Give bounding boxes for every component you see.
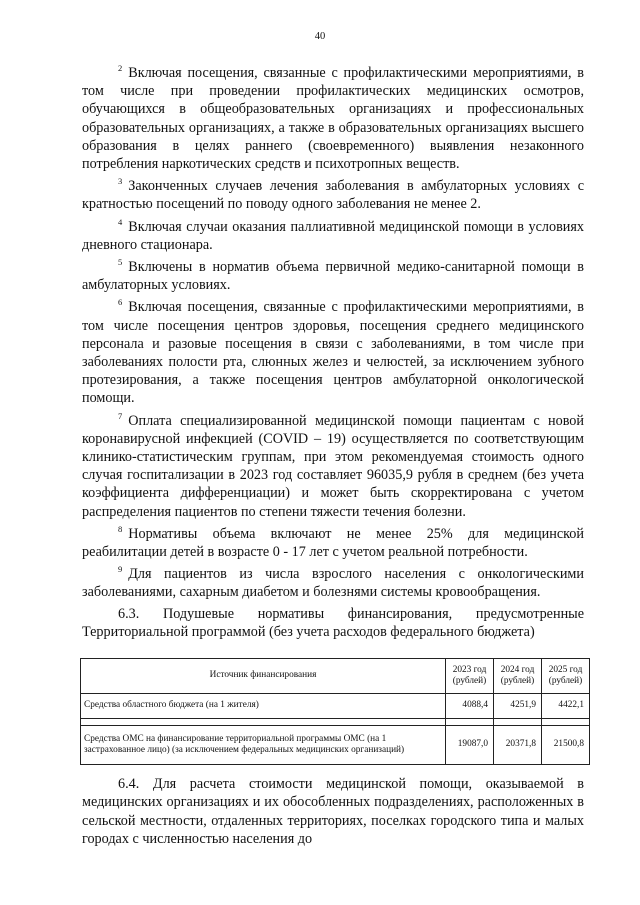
footnote-text: Оплата специализированной медицинской помощи пациентам с новой коронавирусной инфекцией (COVID – 19) осуществляется по соответствующим клинико-статистическим группам, при этом рекомендуемая стоимость одного случая госпитализации в 2023 год составляет 96035,9 рубля в среднем (без учета коэффициента дифференциации) и может быть скорректирована с учетом распределения пациентов по степени тяжести течения болезни.: [82, 412, 584, 520]
footnote-8: [82, 525, 584, 561]
spacer-cell: [81, 719, 446, 726]
table-row: [81, 726, 590, 765]
value-2023: 4088,4: [446, 694, 494, 719]
footnote-mark: 9: [118, 564, 123, 575]
header-source: Источник финансирования: [81, 659, 446, 694]
value-2024: 20371,8: [494, 726, 542, 765]
footnote-5: [82, 258, 584, 294]
spacer-cell: [446, 719, 494, 726]
page-number: 40: [314, 31, 326, 42]
row-label: Средства ОМС на финансирование территориальной программы ОМС (на 1 застрахованное лицо) (за исключением федеральных медицинских организаций): [81, 726, 446, 765]
footnote-3: [82, 177, 584, 213]
footnote-text: Включены в норматив объема первичной медико-санитарной помощи в амбулаторных условиях.: [82, 259, 584, 294]
spacer-cell: [494, 719, 542, 726]
footnote-text: Нормативы объема включают не менее 25% для медицинской реабилитации детей в возрасте 0 - 17 лет с учетом реальной потребности.: [82, 525, 584, 561]
header-2024: 2024 год (рублей): [494, 659, 542, 694]
footnote-text: Включая посещения, связанные с профилактическими мероприятиями, в том числе посещения центров здоровья, посещения среднего медицинского персонала и разовые посещения в связи с заболеваниями, в том числе при заболеваниях полости рта, слюнных желез и челюстей, за исключением зубного протезирования, а также посещения центров амбулаторной онкологической помощи.: [82, 299, 584, 407]
value-2024: 4251,9: [494, 694, 542, 719]
footnote-mark: 6: [118, 297, 123, 308]
value-2025: 4422,1: [542, 694, 590, 719]
footnote-7: [82, 412, 584, 521]
footnote-2: [82, 64, 584, 173]
footnote-4: [82, 218, 584, 254]
spacer-cell: [542, 719, 590, 726]
section-6-4-text: 6.4. Для расчета стоимости медицинской помощи, оказываемой в медицинских организациях и их обособленных подразделениях, расположенных в сельской местности, отдаленных территориях, поселках городского типа и малых городах с численностью населения до: [82, 776, 584, 847]
footnote-mark: 3: [118, 176, 123, 187]
footnote-text: Включая посещения, связанные с профилактическими мероприятиями, в том числе при проведении профилактических медицинских осмотров, обучающихся в общеобразовательных организациях и профессиональных образовательных организациях, а также в образовательных организациях высшего образования в целях раннего (своевременного) выявления незаконного потребления наркотических средств и психотропных веществ.: [82, 65, 584, 173]
section-6-3-heading: 6.3. Подушевые нормативы финансирования, предусмотренные Территориальной программой (без учета расходов федерального бюджета): [82, 605, 584, 640]
footnote-mark: 5: [118, 257, 123, 268]
table-spacer-row: [81, 719, 590, 726]
footnote-mark: 7: [118, 410, 123, 421]
footnote-text: Законченных случаев лечения заболевания в амбулаторных условиях с кратностью посещений по поводу одного заболевания не менее 2.: [82, 178, 584, 213]
value-2025: 21500,8: [542, 726, 590, 765]
footnote-9: [82, 565, 584, 601]
footnote-text: Включая случаи оказания паллиативной медицинской помощи в условиях дневного стационара.: [82, 218, 584, 253]
value-2023: 19087,0: [446, 726, 494, 765]
footnote-6: [82, 298, 584, 407]
financing-table: [80, 658, 590, 765]
table-header-row: [81, 659, 590, 694]
table-row: [81, 694, 590, 719]
document-body: [82, 64, 584, 848]
header-2025: 2025 год (рублей): [542, 659, 590, 694]
footnote-text: Для пациентов из числа взрослого населения с онкологическими заболеваниями, сахарным диабетом и болезнями системы кровообращения.: [82, 566, 584, 601]
footnote-mark: 2: [118, 63, 123, 73]
header-2023: 2023 год (рублей): [446, 659, 494, 694]
footnote-mark: 4: [118, 216, 123, 227]
footnote-mark: 8: [118, 523, 123, 534]
row-label: Средства областного бюджета (на 1 жителя): [81, 694, 446, 719]
